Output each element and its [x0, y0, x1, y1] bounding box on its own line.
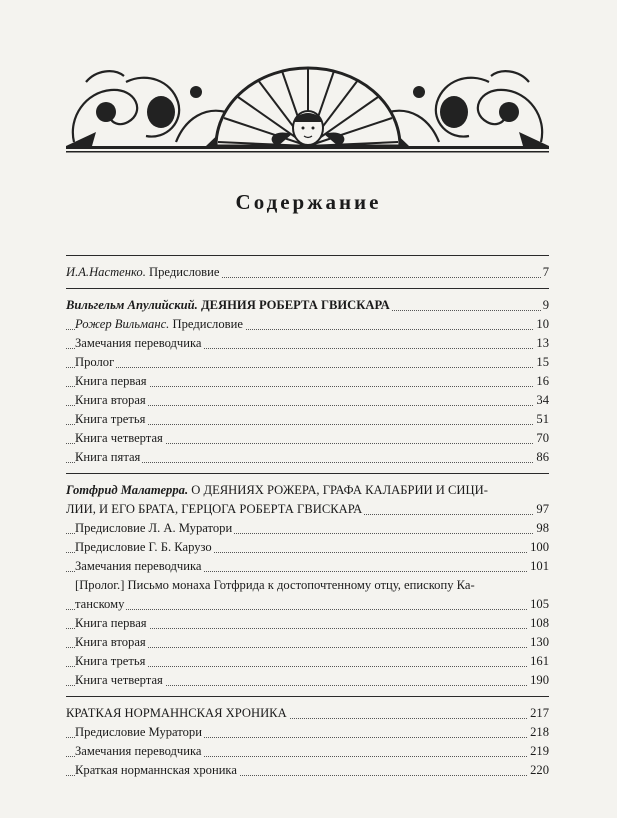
toc-entry-page: 15 — [534, 353, 549, 372]
toc-entry-page: 108 — [528, 614, 549, 633]
toc-section-header[interactable] — [66, 296, 549, 315]
toc-entry-page: 190 — [528, 671, 549, 690]
toc-entry-page: 130 — [528, 633, 549, 652]
toc-entry-author: Вильгельм Апулийский. — [66, 298, 198, 312]
toc-entry-title: Предисловие Муратори — [75, 723, 204, 742]
toc-entry-title-cont: танскому — [75, 595, 126, 614]
toc-entry-title: Предисловие — [172, 317, 243, 331]
toc-entry-title: Замечания переводчика — [75, 742, 204, 761]
toc-entry-title: ДЕЯНИЯ РОБЕРТА ГВИСКАРА — [200, 298, 390, 312]
toc-entry-title: Книга пятая — [75, 448, 142, 467]
toc-entry[interactable] — [66, 723, 549, 742]
toc-entry-title: Книга четвертая — [75, 429, 165, 448]
page-title: Содержание — [235, 190, 382, 214]
table-of-contents — [66, 255, 549, 786]
toc-entry[interactable] — [66, 334, 549, 353]
toc-entry-title: [Пролог.] Письмо монаха Готфрида к достопочтенному отцу, епископу Ка- — [75, 578, 475, 592]
toc-entry[interactable] — [66, 519, 549, 538]
toc-entry-page: 98 — [534, 519, 549, 538]
toc-entry-title: Книга первая — [75, 614, 149, 633]
toc-entry[interactable] — [66, 353, 549, 372]
toc-entry-page: 100 — [528, 538, 549, 557]
toc-entry-page: 220 — [528, 761, 549, 780]
toc-section-header-line[interactable] — [66, 481, 549, 500]
toc-entry-title: Предисловие Г. Б. Карузо — [75, 538, 214, 557]
toc-entry-page: 97 — [534, 500, 549, 519]
toc-entry-page: 34 — [534, 391, 549, 410]
toc-entry-page: 7 — [541, 263, 549, 282]
toc-entry[interactable] — [66, 538, 549, 557]
toc-section — [66, 697, 549, 786]
toc-entry-page: 219 — [528, 742, 549, 761]
toc-entry-title: Замечания переводчика — [75, 557, 204, 576]
toc-entry[interactable] — [66, 614, 549, 633]
toc-entry-title: Книга вторая — [75, 633, 148, 652]
toc-section-header[interactable] — [66, 704, 549, 723]
toc-entry-page: 10 — [534, 315, 549, 334]
toc-entry-page: 51 — [534, 410, 549, 429]
toc-entry[interactable] — [66, 315, 549, 334]
toc-entry[interactable] — [66, 671, 549, 690]
toc-entry-title: Книга третья — [75, 410, 147, 429]
toc-entry[interactable] — [66, 391, 549, 410]
toc-entry-page: 9 — [541, 296, 549, 315]
toc-entry-title: Предисловие — [149, 265, 220, 279]
toc-entry-title: КРАТКАЯ НОРМАННСКАЯ ХРОНИКА — [66, 704, 289, 723]
toc-entry-page: 16 — [534, 372, 549, 391]
toc-entry[interactable] — [66, 448, 549, 467]
toc-entry[interactable] — [66, 263, 549, 282]
toc-entry-title: Пролог — [75, 353, 116, 372]
toc-entry[interactable] — [66, 429, 549, 448]
ornamental-headpiece-icon — [66, 62, 549, 154]
toc-entry[interactable] — [66, 652, 549, 671]
toc-entry-title: Книга первая — [75, 372, 149, 391]
toc-entry-title: Книга четвертая — [75, 671, 165, 690]
toc-entry-author: И.А.Настенко. — [66, 265, 146, 279]
toc-entry[interactable] — [66, 557, 549, 576]
toc-entry-page: 13 — [534, 334, 549, 353]
toc-entry[interactable] — [66, 761, 549, 780]
toc-entry-page: 105 — [528, 595, 549, 614]
toc-entry[interactable] — [66, 372, 549, 391]
toc-entry-title-cont: ЛИИ, И ЕГО БРАТА, ГЕРЦОГА РОБЕРТА ГВИСКАРА — [66, 500, 364, 519]
toc-entry[interactable] — [66, 742, 549, 761]
toc-entry-author: Готфрид Малатерра. — [66, 483, 189, 497]
toc-section — [66, 256, 549, 288]
toc-entry[interactable] — [66, 633, 549, 652]
toc-entry-page: 101 — [528, 557, 549, 576]
toc-section — [66, 289, 549, 473]
toc-entry-title: О ДЕЯНИЯХ РОЖЕРА, ГРАФА КАЛАБРИИ И СИЦИ- — [191, 483, 488, 497]
toc-entry-line[interactable] — [66, 576, 549, 595]
toc-entry-title: Предисловие Л. А. Муратори — [75, 519, 234, 538]
toc-entry-page: 217 — [528, 704, 549, 723]
toc-section-header[interactable] — [66, 500, 549, 519]
toc-entry-page: 218 — [528, 723, 549, 742]
toc-section — [66, 474, 549, 696]
toc-entry-page: 86 — [534, 448, 549, 467]
toc-entry-title: Замечания переводчика — [75, 334, 204, 353]
toc-entry-author: Рожер Вильманс. — [75, 317, 170, 331]
toc-entry-title: Книга третья — [75, 652, 147, 671]
toc-entry-title: Книга вторая — [75, 391, 148, 410]
toc-entry-page: 161 — [528, 652, 549, 671]
toc-entry-title: Краткая норманнская хроника — [75, 761, 239, 780]
toc-entry[interactable] — [66, 595, 549, 614]
toc-entry[interactable] — [66, 410, 549, 429]
toc-entry-page: 70 — [534, 429, 549, 448]
